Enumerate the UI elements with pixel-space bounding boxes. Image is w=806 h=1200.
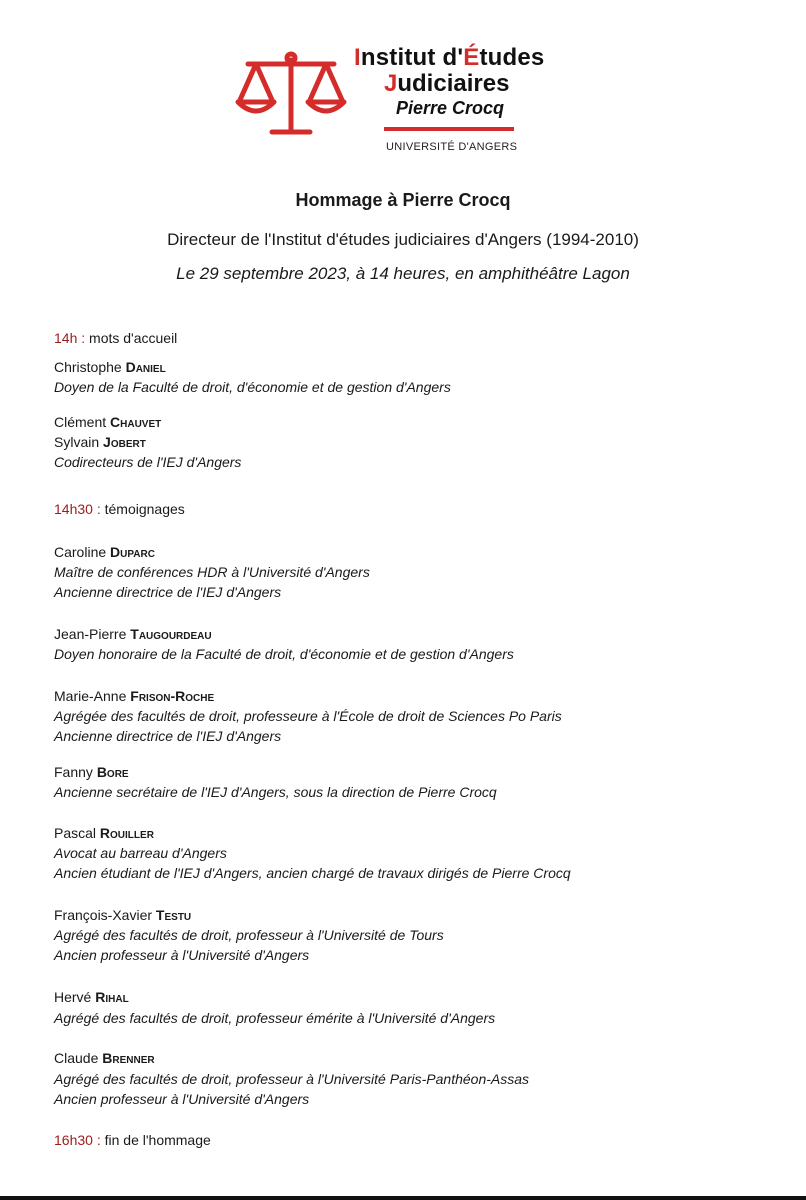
speaker-role: Agrégé des facultés de droit, professeur à l'Université de Tours: [54, 927, 444, 943]
speaker-name: Clément Chauvet: [54, 414, 162, 430]
speaker-name: Hervé Rihal: [54, 989, 129, 1005]
speaker-role: Ancien professeur à l'Université d'Angers: [54, 947, 310, 963]
schedule-item: 16h30 : fin de l'hommage: [54, 1132, 211, 1148]
speaker-name: Fanny Bore: [54, 764, 129, 780]
institute-logo: [234, 40, 564, 160]
speaker-role: Doyen honoraire de la Faculté de droit, d'économie et de gestion d'Angers: [54, 646, 514, 662]
speaker-role: Ancienne directrice de l'IEJ d'Angers: [54, 584, 282, 600]
page-subtitle: Directeur de l'Institut d'études judiciaires d'Angers (1994-2010): [167, 230, 639, 249]
logo-text-line1: Institut d'Études: [354, 44, 545, 71]
speaker-role: Agrégé des facultés de droit, professeur émérite à l'Université d'Angers: [54, 1010, 496, 1026]
speaker-name: François-Xavier Testu: [54, 907, 192, 923]
logo-red-rule: [384, 127, 514, 131]
speaker-role: Ancienne secrétaire de l'IEJ d'Angers, sous la direction de Pierre Crocq: [54, 784, 497, 800]
schedule-item: 14h : mots d'accueil: [54, 330, 178, 346]
speaker-name: Jean-Pierre Taugourdeau: [54, 626, 212, 642]
speaker-name: Marie-Anne Frison-Roche: [54, 688, 215, 704]
scales-of-justice-icon: [234, 46, 348, 142]
logo-text-line3: Pierre Crocq: [396, 98, 505, 118]
logo-text-line2: Judiciaires: [384, 70, 510, 97]
event-date: Le 29 septembre 2023, à 14 heures, en amphithéâtre Lagon: [176, 264, 630, 283]
page-title: Hommage à Pierre Crocq: [295, 190, 511, 210]
speaker-name: Caroline Duparc: [54, 544, 155, 560]
speaker-role: Ancien étudiant de l'IEJ d'Angers, ancien chargé de travaux dirigés de Pierre Crocq: [54, 865, 571, 881]
speaker-name: Christophe Daniel: [54, 359, 166, 375]
speaker-role: Ancien professeur à l'Université d'Angers: [54, 1091, 310, 1107]
logo-university: UNIVERSITÉ D'ANGERS: [386, 141, 518, 153]
speaker-name: Pascal Rouiller: [54, 825, 154, 841]
speaker-role: Agrégé des facultés de droit, professeur à l'Université Paris-Panthéon-Assas: [54, 1071, 530, 1087]
speaker-role: Agrégée des facultés de droit, professeure à l'École de droit de Sciences Po Paris: [54, 708, 562, 724]
schedule-item: 14h30 : témoignages: [54, 501, 185, 517]
speaker-role: Maître de conférences HDR à l'Université d'Angers: [54, 564, 370, 580]
bottom-edge: [0, 1196, 806, 1200]
speaker-name: Sylvain Jobert: [54, 434, 146, 450]
speaker-role: Doyen de la Faculté de droit, d'économie et de gestion d'Angers: [54, 379, 451, 395]
speaker-role: Avocat au barreau d'Angers: [54, 845, 227, 861]
speaker-role: Ancienne directrice de l'IEJ d'Angers: [54, 728, 282, 744]
speaker-role: Codirecteurs de l'IEJ d'Angers: [54, 454, 242, 470]
speaker-name: Claude Brenner: [54, 1050, 155, 1066]
